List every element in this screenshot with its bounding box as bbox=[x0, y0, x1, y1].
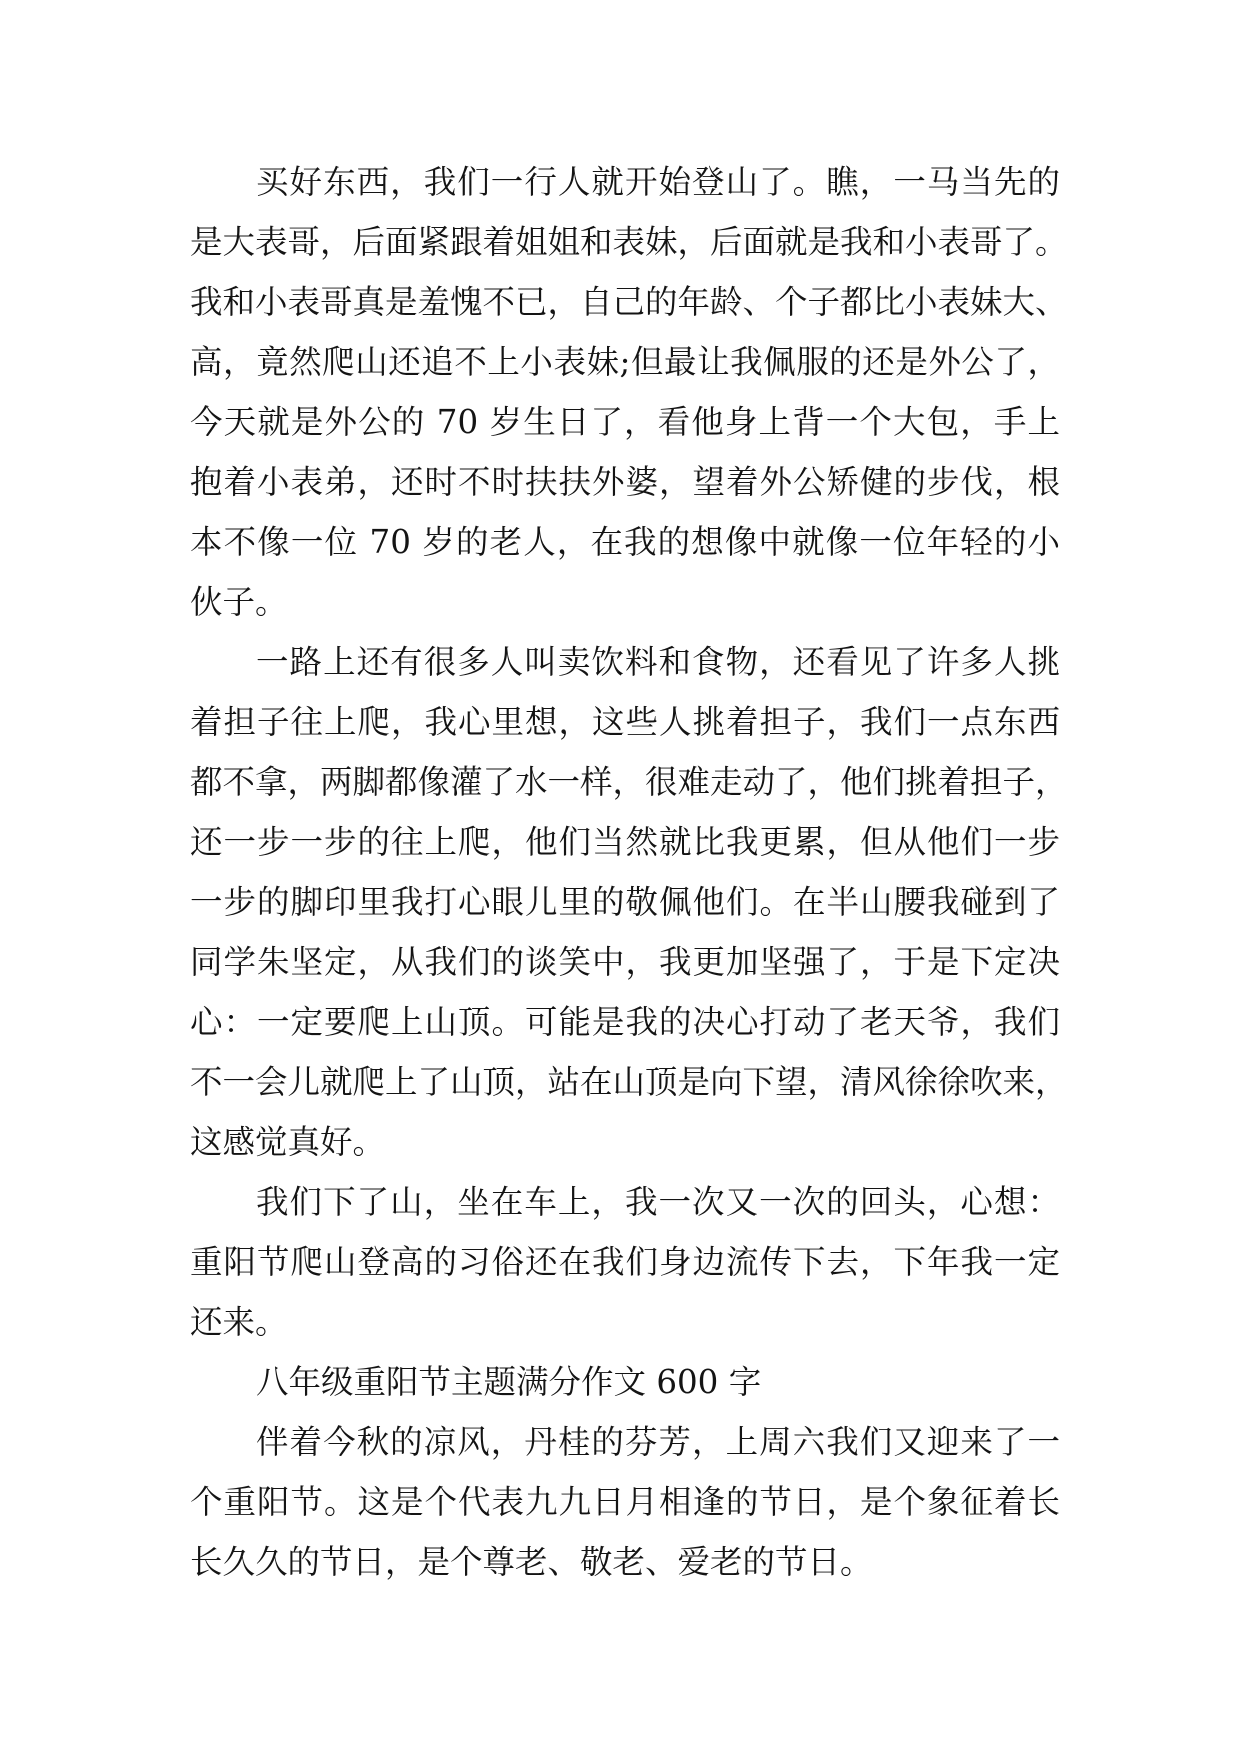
text-line: 还一步一步的往上爬，他们当然就比我更累，但从他们一步 bbox=[190, 823, 1060, 861]
text-line: 心：一定要爬上山顶。可能是我的决心打动了老天爷，我们 bbox=[190, 1003, 1060, 1041]
text-line: 长久久的节日，是个尊老、敬老、爱老的节日。 bbox=[190, 1543, 873, 1581]
text-line: 是大表哥，后面紧跟着姐姐和表妹，后面就是我和小表哥了。 bbox=[190, 223, 1068, 261]
essay-text bbox=[190, 152, 1068, 1592]
text-line: 本不像一位 70 岁的老人，在我的想像中就像一位年轻的小 bbox=[190, 523, 1060, 561]
text-line: 还来。 bbox=[190, 1303, 288, 1341]
text-line: 着担子往上爬，我心里想，这些人挑着担子，我们一点东西 bbox=[190, 703, 1060, 741]
text-line: 今天就是外公的 70 岁生日了，看他身上背一个大包，手上 bbox=[190, 403, 1060, 441]
text-line: 重阳节爬山登高的习俗还在我们身边流传下去，下年我一定 bbox=[190, 1243, 1060, 1281]
text-line: 都不拿，两脚都像灌了水一样，很难走动了，他们挑着担子， bbox=[190, 763, 1068, 801]
text-line: 伴着今秋的凉风，丹桂的芬芳，上周六我们又迎来了一 bbox=[256, 1423, 1060, 1461]
text-line: 不一会儿就爬上了山顶，站在山顶是向下望，清风徐徐吹来， bbox=[190, 1063, 1068, 1101]
text-line: 伙子。 bbox=[190, 583, 288, 621]
text-line: 我和小表哥真是羞愧不已，自己的年龄、个子都比小表妹大、 bbox=[190, 283, 1068, 321]
text-line: 抱着小表弟，还时不时扶扶外婆，望着外公矫健的步伐，根 bbox=[190, 463, 1060, 501]
text-line: 买好东西，我们一行人就开始登山了。瞧，一马当先的 bbox=[256, 163, 1060, 201]
text-line: 高，竟然爬山还追不上小表妹;但最让我佩服的还是外公了， bbox=[190, 343, 1060, 381]
text-line: 个重阳节。这是个代表九九日月相逢的节日，是个象征着长 bbox=[190, 1483, 1060, 1521]
text-line: 一步的脚印里我打心眼儿里的敬佩他们。在半山腰我碰到了 bbox=[190, 883, 1060, 921]
section-heading: 八年级重阳节主题满分作文 600 字 bbox=[256, 1363, 762, 1401]
text-line: 一路上还有很多人叫卖饮料和食物，还看见了许多人挑 bbox=[256, 643, 1060, 681]
text-line: 这感觉真好。 bbox=[190, 1123, 386, 1161]
text-line: 我们下了山，坐在车上，我一次又一次的回头，心想： bbox=[256, 1183, 1060, 1221]
text-line: 同学朱坚定，从我们的谈笑中，我更加坚强了，于是下定决 bbox=[190, 943, 1060, 981]
